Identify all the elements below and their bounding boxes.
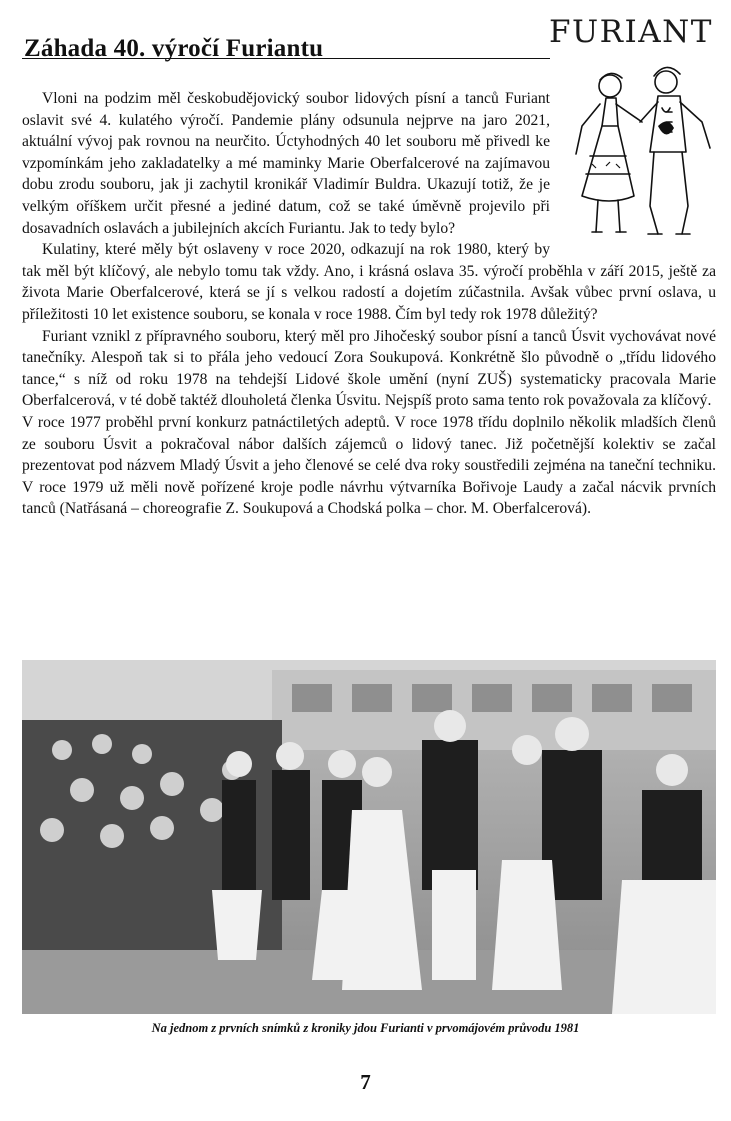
brand-logo-text: FURIANT	[549, 14, 713, 50]
parade-photo	[22, 660, 716, 1014]
photo-caption: Na jednom z prvních snímků z kroniky jdou Furianti v prvomájovém průvodu 1981	[151, 1021, 580, 1035]
paragraph-3: Furiant vznikl z přípravného souboru, který měl pro Jihočeský soubor písní a tanců Úsvit vychovávat nové tanečníky. Alespoň tak si to přála jeho vedoucí Zora Soukupová. Konkrétně šlo původně o „třídu lidového tance,“ s níž od roku 1978 na tehdejší Lidové škole umění (nyní ZUŠ) systematicky pracovala Marie Oberfalcerová, v té době taktéž dlouholetá členka Úsvitu. Nejspíš proto sama tento rok považovala za klíčový.	[22, 327, 716, 410]
page-number: 7	[360, 1070, 371, 1094]
illustration-space	[550, 88, 716, 241]
paragraph-4: V roce 1977 proběhl první konkurz patnáctiletých adeptů. V roce 1978 třídu doplnilo několik mladších členů ze souboru Úsvit a pokračoval nábor dalších zájemců o lidový tanec. Již početnější kolektiv se začal prezentovat pod názvem Mladý Úsvit a jeho členové se celé dva roky soustředili zejména na taneční techniku. V roce 1979 už měli nově pořízené kroje podle návrhu výtvarníka Bořivoje Laudy a začal nácvik prvních tanců (Natřásaná – choreografie Z. Soukupová a Chodská polka – chor. M. Oberfalcerová).	[22, 413, 716, 518]
title-rule	[22, 58, 550, 59]
paragraph-1: Vloni na podzim měl českobudějovický soubor lidových písní a tanců Furiant oslavit své 4. kulatého výročí. Pandemie plány odsunula nejprve na jaro 2021, aktuální vývoj pak rovnou na neurčito. Úctyhodných 40 let souboru mě přivedl ke vzpomínkám jeho zakladatelky a mé maminky Marie Oberfalcerové na zajímavou dobu zrodu souboru, jak ji zachytil kronikář Vladimír Buldra. Ukazují totiž, že je velkým oříškem určit přesné a jediné datum, což se také úměvně projevilo při dosavadních oslavách a jubilejních akcích Furiantu. Jak to tedy bylo?	[22, 90, 550, 237]
paragraph-2: Kulatiny, které měly být oslaveny v roce 2020, odkazují na rok 1980, který by tak měl být klíčový, ale nebylo tomu tak vždy. Ano, i krásná oslava 35. výročí proběhla v září 2015, ještě za života Marie Oberfalcerové, která se jí s velkou radostí a dojetím zúčastnila. Avšak vůbec první oslava, u příležitosti 10 let existence souboru, se konala v roce 1988. Čím byl tedy rok 1978 důležitý?	[22, 241, 716, 323]
article-body	[22, 88, 716, 520]
article-title: Záhada 40. výročí Furiantu	[24, 34, 324, 62]
